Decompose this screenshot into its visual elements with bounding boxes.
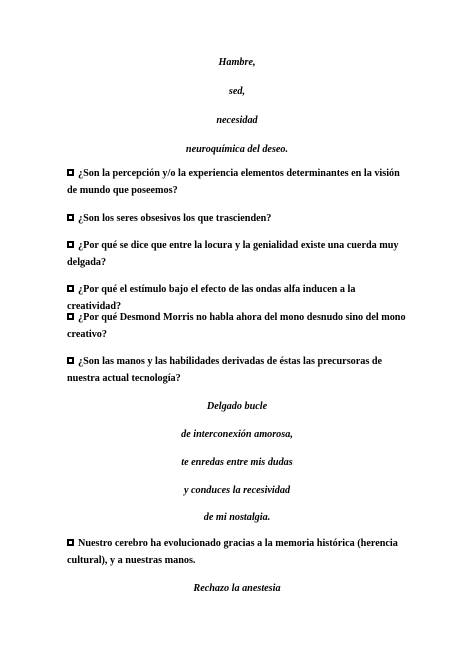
question-item	[67, 237, 412, 271]
poem-line: Hambre,	[218, 57, 256, 68]
bullet-icon	[67, 241, 74, 248]
bullet-icon	[67, 285, 74, 292]
poem-line: de mi nostalgia.	[203, 512, 271, 523]
poem-line: Delgado bucle	[206, 401, 268, 412]
statement-item	[67, 535, 412, 569]
poem-line: de interconexión amorosa,	[181, 429, 293, 440]
bullet-icon	[67, 539, 74, 546]
question-text: ¿Son las manos y las habilidades derivadas de éstas las precursoras de nuestra actual tecnología?	[67, 356, 383, 384]
question-text: ¿Por qué Desmond Morris no habla ahora del mono desnudo sino del mono creativo?	[67, 312, 406, 340]
closing-line: Rechazo la anestesia	[193, 583, 281, 594]
question-text: ¿Por qué el estímulo bajo el efecto de las ondas alfa inducen a la creatividad?	[67, 284, 356, 312]
poem-line: sed,	[228, 86, 246, 97]
poem-line: necesidad	[216, 115, 258, 126]
question-item	[67, 210, 412, 227]
question-text: ¿Por qué se dice que entre la locura y la genialidad existe una cuerda muy delgada?	[67, 240, 399, 268]
bullet-icon	[67, 357, 74, 364]
poem-line: te enredas entre mis dudas	[181, 457, 293, 468]
bullet-icon	[67, 214, 74, 221]
question-text: ¿Son la percepción y/o la experiencia elementos determinantes en la visión de mundo que poseemos?	[67, 168, 400, 196]
question-text: ¿Son los seres obsesivos los que trascienden?	[78, 213, 272, 224]
question-item	[67, 353, 412, 387]
question-item	[67, 165, 412, 199]
poem-line: neuroquímica del deseo.	[185, 144, 289, 155]
bullet-icon	[67, 313, 74, 320]
statement-text: Nuestro cerebro ha evolucionado gracias a la memoria histórica (herencia cultural), y a nuestras manos.	[67, 538, 398, 566]
poem-line: y conduces la recesividad	[183, 485, 291, 496]
question-item	[67, 309, 412, 343]
bullet-icon	[67, 169, 74, 176]
